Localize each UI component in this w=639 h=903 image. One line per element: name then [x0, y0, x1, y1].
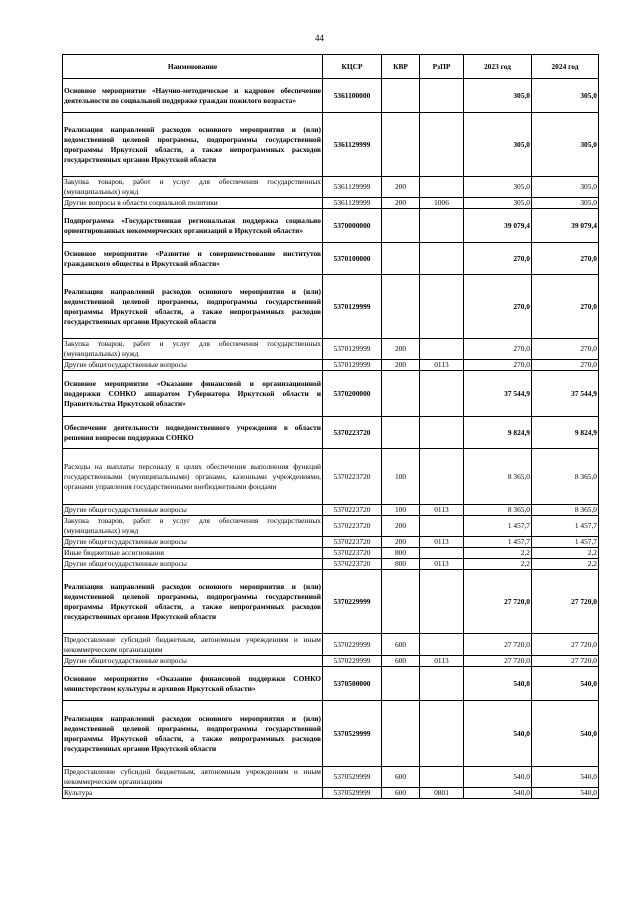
cell-2024: 27 720,0 — [532, 570, 599, 634]
column-header-kcsr: КЦСР — [323, 55, 382, 79]
cell-name: Подпрограмма «Государственная региональная поддержка социально ориентированных некоммерческих организаций в Иркутской области» — [63, 209, 323, 243]
cell-kvr — [382, 570, 420, 634]
cell-kvr: 600 — [382, 656, 420, 667]
cell-name: Предоставление субсидий бюджетным, автономным учреждениям и иным некоммерческим организациям — [64, 767, 321, 786]
table-row — [63, 516, 599, 537]
cell-name: Основное мероприятие «Оказание финансовой и организационной поддержки СОНКО аппаратом Губернатора Иркутской области и Правительства Иркутской области» — [63, 371, 323, 417]
column-header-name: Наименование — [63, 55, 323, 79]
cell-2023: 305,0 — [464, 177, 532, 198]
cell-2023: 37 544,9 — [464, 371, 532, 417]
cell-2024: 305,0 — [532, 177, 599, 198]
cell-name: Реализация направлений расходов основного мероприятия и (или) ведомственной целевой программы, подпрограммы государственной программы Иркутской области, а также непрограммных расходов государственных органов Иркутской области — [63, 570, 323, 634]
cell-rzpr — [420, 417, 464, 449]
cell-2023: 305,0 — [464, 79, 532, 113]
table-body — [63, 79, 599, 799]
cell-kcsr: 5370100000 — [323, 243, 382, 275]
cell-kvr — [382, 243, 420, 275]
cell-2023: 270,0 — [464, 243, 532, 275]
table-row — [63, 559, 599, 570]
cell-kvr — [382, 79, 420, 113]
table-row — [63, 505, 599, 516]
cell-rzpr — [420, 667, 464, 701]
cell-2024: 270,0 — [532, 339, 599, 360]
cell-kvr: 200 — [382, 537, 420, 548]
cell-2024: 305,0 — [532, 113, 599, 177]
cell-kcsr: 5370223720 — [323, 548, 382, 559]
cell-rzpr: 0113 — [420, 537, 464, 548]
table-row — [63, 634, 599, 656]
table-row — [63, 767, 599, 788]
cell-kvr: 200 — [382, 177, 420, 198]
cell-kcsr: 5370223720 — [323, 559, 382, 570]
budget-table — [62, 54, 599, 799]
cell-2024: 9 824,9 — [532, 417, 599, 449]
cell-kcsr: 5370223720 — [323, 449, 382, 505]
cell-rzpr — [420, 548, 464, 559]
cell-rzpr: 1006 — [420, 198, 464, 209]
cell-2024: 305,0 — [532, 79, 599, 113]
cell-kvr — [382, 209, 420, 243]
cell-kvr: 800 — [382, 559, 420, 570]
cell-rzpr — [420, 209, 464, 243]
cell-kvr: 200 — [382, 339, 420, 360]
cell-2023: 9 824,9 — [464, 417, 532, 449]
cell-rzpr — [420, 243, 464, 275]
cell-2023: 8 365,0 — [464, 505, 532, 516]
cell-2024: 540,0 — [532, 788, 599, 799]
cell-2023: 1 457,7 — [464, 516, 532, 537]
cell-2024: 27 720,0 — [532, 634, 599, 656]
cell-kvr: 800 — [382, 548, 420, 559]
cell-rzpr: 0113 — [420, 656, 464, 667]
cell-name: Основное мероприятие «Оказание финансовой поддержки СОНКО министерством культуры и архивов Иркутской области» — [63, 667, 323, 701]
cell-2023: 540,0 — [464, 701, 532, 767]
cell-2023: 27 720,0 — [464, 656, 532, 667]
cell-rzpr — [420, 449, 464, 505]
table-row — [63, 537, 599, 548]
cell-name: Другие вопросы в области социальной политики — [63, 198, 323, 209]
cell-name: Закупка товаров, работ и услуг для обеспечения государственных (муниципальных) нужд — [64, 339, 321, 358]
cell-kcsr: 5370223720 — [323, 537, 382, 548]
cell-2024: 540,0 — [532, 701, 599, 767]
cell-rzpr — [420, 177, 464, 198]
cell-2024: 2,2 — [532, 559, 599, 570]
cell-rzpr: 0113 — [420, 505, 464, 516]
table-row — [63, 339, 599, 360]
cell-kcsr: 5370529999 — [323, 788, 382, 799]
cell-kvr: 600 — [382, 767, 420, 788]
table-row — [63, 209, 599, 243]
cell-kvr: 200 — [382, 198, 420, 209]
cell-2024: 8 365,0 — [532, 449, 599, 505]
cell-name: Другие общегосударственные вопросы — [63, 656, 323, 667]
cell-kvr: 600 — [382, 788, 420, 799]
cell-2023: 2,2 — [464, 548, 532, 559]
cell-rzpr — [420, 570, 464, 634]
cell-kcsr: 5370200000 — [323, 371, 382, 417]
cell-name: Реализация направлений расходов основного мероприятия и (или) ведомственной целевой программы, подпрограммы государственной программы Иркутской области, а также непрограммных расходов государственных органов Иркутской области — [63, 275, 323, 339]
cell-2023: 2,2 — [464, 559, 532, 570]
cell-rzpr — [420, 113, 464, 177]
cell-2023: 8 365,0 — [464, 449, 532, 505]
cell-2024: 540,0 — [532, 667, 599, 701]
cell-2023: 540,0 — [464, 788, 532, 799]
column-header-2024: 2024 год — [532, 55, 599, 79]
cell-kvr: 200 — [382, 360, 420, 371]
cell-2023: 27 720,0 — [464, 570, 532, 634]
cell-name: Предоставление субсидий бюджетным, автономным учреждениям и иным некоммерческим организациям — [64, 634, 321, 654]
cell-kcsr: 5370223720 — [323, 417, 382, 449]
cell-kcsr: 5361129999 — [323, 177, 382, 198]
table-row — [63, 417, 599, 449]
cell-2023: 540,0 — [464, 667, 532, 701]
cell-kvr — [382, 113, 420, 177]
cell-kcsr: 5370500000 — [323, 667, 382, 701]
cell-name: Основное мероприятие «Научно-методическое и кадровое обеспечение деятельности по социальной поддержке граждан пожилого возраста» — [63, 79, 323, 113]
table-row — [63, 371, 599, 417]
cell-name: Другие общегосударственные вопросы — [63, 360, 323, 371]
cell-kvr — [382, 417, 420, 449]
cell-kvr — [382, 667, 420, 701]
cell-name: Реализация направлений расходов основного мероприятия и (или) ведомственной целевой программы, подпрограммы государственной программы Иркутской области, а также непрограммных расходов государственных органов Иркутской области — [63, 701, 323, 767]
table-row — [63, 656, 599, 667]
column-header-kvr: КВР — [382, 55, 420, 79]
cell-2024: 37 544,9 — [532, 371, 599, 417]
column-header-2023: 2023 год — [464, 55, 532, 79]
cell-2023: 305,0 — [464, 113, 532, 177]
cell-2024: 540,0 — [532, 767, 599, 788]
cell-2024: 8 365,0 — [532, 505, 599, 516]
cell-name: Закупка товаров, работ и услуг для обеспечения государственных (муниципальных) нужд — [64, 516, 321, 535]
cell-name: Культура — [63, 788, 323, 799]
table-row — [63, 570, 599, 634]
cell-2024: 39 079,4 — [532, 209, 599, 243]
cell-kvr: 100 — [382, 505, 420, 516]
table-row — [63, 79, 599, 113]
table-row — [63, 198, 599, 209]
table-row — [63, 275, 599, 339]
cell-kcsr: 5361100000 — [323, 79, 382, 113]
cell-kcsr: 5370229999 — [323, 570, 382, 634]
table-row — [63, 449, 599, 505]
cell-kcsr: 5370529999 — [323, 701, 382, 767]
cell-kvr: 200 — [382, 516, 420, 537]
cell-2023: 39 079,4 — [464, 209, 532, 243]
cell-2023: 305,0 — [464, 198, 532, 209]
cell-name: Другие общегосударственные вопросы — [63, 559, 323, 570]
cell-2024: 270,0 — [532, 360, 599, 371]
cell-2023: 1 457,7 — [464, 537, 532, 548]
table-row — [63, 177, 599, 198]
table-row — [63, 701, 599, 767]
cell-2024: 2,2 — [532, 548, 599, 559]
cell-kvr — [382, 371, 420, 417]
cell-kcsr: 5370229999 — [323, 634, 382, 656]
cell-rzpr — [420, 371, 464, 417]
cell-2024: 27 720,0 — [532, 656, 599, 667]
cell-kcsr: 5370129999 — [323, 339, 382, 360]
cell-rzpr — [420, 767, 464, 788]
cell-rzpr — [420, 79, 464, 113]
cell-rzpr — [420, 275, 464, 339]
table-row — [63, 788, 599, 799]
table-row — [63, 548, 599, 559]
cell-2024: 270,0 — [532, 275, 599, 339]
cell-rzpr — [420, 339, 464, 360]
cell-rzpr — [420, 701, 464, 767]
cell-rzpr — [420, 634, 464, 656]
cell-kvr — [382, 701, 420, 767]
cell-rzpr: 0113 — [420, 360, 464, 371]
table-row — [63, 113, 599, 177]
cell-2023: 270,0 — [464, 275, 532, 339]
cell-2023: 270,0 — [464, 360, 532, 371]
cell-2023: 27 720,0 — [464, 634, 532, 656]
cell-name: Закупка товаров, работ и услуг для обеспечения государственных (муниципальных) нужд — [64, 177, 321, 196]
cell-2024: 1 457,7 — [532, 537, 599, 548]
cell-rzpr: 0801 — [420, 788, 464, 799]
cell-kcsr: 5370229999 — [323, 656, 382, 667]
cell-name: Другие общегосударственные вопросы — [63, 505, 323, 516]
cell-kcsr: 5370129999 — [323, 360, 382, 371]
cell-kvr: 100 — [382, 449, 420, 505]
cell-kcsr: 5370000000 — [323, 209, 382, 243]
table-header-row — [63, 55, 599, 79]
cell-2024: 1 457,7 — [532, 516, 599, 537]
cell-rzpr — [420, 516, 464, 537]
cell-2024: 305,0 — [532, 198, 599, 209]
cell-2023: 270,0 — [464, 339, 532, 360]
cell-2024: 270,0 — [532, 243, 599, 275]
cell-kcsr: 5370223720 — [323, 516, 382, 537]
cell-kcsr: 5370223720 — [323, 505, 382, 516]
cell-kvr — [382, 275, 420, 339]
table-row — [63, 667, 599, 701]
cell-kcsr: 5370129999 — [323, 275, 382, 339]
cell-name: Расходы на выплаты персоналу в целях обеспечения выполнения функций государственными (муниципальными) органами, казенными учреждениями, органами управления государственными внебюджетными фондами — [63, 449, 323, 505]
cell-kvr: 600 — [382, 634, 420, 656]
table-row — [63, 243, 599, 275]
cell-kcsr: 5361129999 — [323, 198, 382, 209]
column-header-rzpr: РзПР — [420, 55, 464, 79]
cell-name: Реализация направлений расходов основного мероприятия и (или) ведомственной целевой программы, подпрограммы государственной программы Иркутской области, а также непрограммных расходов государственных органов Иркутской области — [63, 113, 323, 177]
cell-name: Основное мероприятие «Развитие и совершенствование институтов гражданского общества в Иркутской области» — [63, 243, 323, 275]
cell-kcsr: 5370529999 — [323, 767, 382, 788]
cell-rzpr: 0113 — [420, 559, 464, 570]
cell-name: Другие общегосударственные вопросы — [63, 537, 323, 548]
cell-name: Обеспечение деятельности подведомственного учреждения в области решения вопросов поддержки СОНКО — [63, 417, 323, 449]
page-number: 44 — [315, 33, 324, 43]
cell-kcsr: 5361129999 — [323, 113, 382, 177]
cell-name: Иные бюджетные ассигнования — [63, 548, 323, 559]
table-row — [63, 360, 599, 371]
cell-2023: 540,0 — [464, 767, 532, 788]
